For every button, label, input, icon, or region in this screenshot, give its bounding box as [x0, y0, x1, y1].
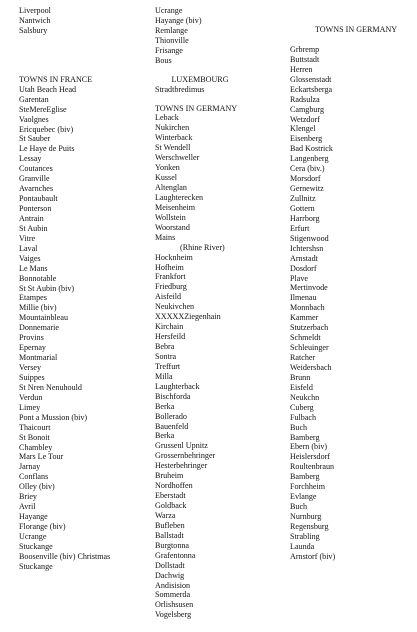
town-name: Orlishsusen — [155, 600, 194, 610]
town-name: Briey — [19, 492, 37, 502]
town-name: Suippes — [19, 372, 45, 382]
town-name: Arnstorf (biv) — [290, 551, 336, 561]
town-name: Eisenberg — [290, 134, 323, 144]
town-name: Ichtershsn — [290, 243, 324, 253]
town-name: Goldback — [155, 501, 187, 510]
town-name: Milla — [155, 371, 173, 381]
town-name: Gernewitz — [290, 184, 324, 194]
town-name: Bauenfeld — [155, 421, 189, 431]
town-name: Garentan — [19, 94, 49, 104]
town-name: St Sauber — [19, 134, 51, 144]
town-name: Salsbury — [19, 25, 48, 35]
town-name: Mertinvode — [290, 283, 328, 293]
town-name: Sontra — [155, 351, 177, 361]
town-name: Buch — [290, 422, 308, 432]
town-name: St St Aubin (biv) — [19, 283, 75, 293]
rhine-river-note: (Rhine River) — [180, 242, 225, 252]
town-name: Plave — [290, 273, 308, 283]
town-name: Glossenstadt — [290, 74, 332, 84]
town-name: Stuckange — [19, 541, 53, 551]
town-name: Bamberg — [290, 472, 320, 482]
town-name: Frisange — [155, 45, 183, 55]
town-name: Lessay — [19, 154, 42, 164]
town-name: Bad Kostrick — [290, 144, 333, 154]
town-name: Heislersdorf — [290, 452, 331, 462]
town-name: Schleuinger — [290, 343, 329, 353]
town-name: Yonken — [155, 163, 180, 173]
town-name: Dosdorf — [290, 263, 317, 273]
town-name: Bonnotable — [19, 273, 57, 283]
town-name: Ilmenau — [290, 293, 317, 303]
town-name: Laughterecken — [155, 192, 204, 202]
town-name: Boosenville (biv) Christmas — [19, 551, 111, 561]
town-name: Utah Beach Head — [19, 84, 77, 94]
town-name: Nantwich — [19, 15, 51, 25]
town-name: St Aubin — [19, 223, 48, 233]
town-name: Ballstadt — [155, 530, 184, 540]
town-name: Sommerda — [155, 590, 191, 600]
town-name: Langenberg — [290, 154, 329, 164]
england-town-list — [19, 6, 151, 36]
town-name: Regensburg — [290, 521, 329, 531]
town-name: Ratcher — [290, 353, 316, 362]
luxembourg-town-list — [155, 85, 290, 95]
town-name: Donnemarie — [19, 323, 60, 333]
town-name: Eckartsberga — [290, 84, 333, 94]
town-name: St Nren Nenuhould — [19, 382, 82, 392]
town-name: Stutzerbach — [290, 323, 329, 333]
germany-heading-col2: TOWNS IN GERMANY — [155, 103, 238, 113]
town-name: Grossernbehringer — [155, 451, 216, 461]
town-name: XXXXXZiegenhain — [155, 312, 221, 322]
town-name: Bruheim — [155, 471, 184, 481]
town-name: Bamberg — [290, 432, 320, 442]
luxembourg-heading: LUXEMBOURG — [171, 74, 229, 84]
town-name: Eberstadt — [155, 491, 186, 501]
town-name: Treffurt — [155, 361, 181, 371]
france-heading: TOWNS IN FRANCE — [19, 74, 93, 84]
town-name: Meisenheim — [155, 202, 196, 212]
town-name: Le Mans — [19, 263, 48, 273]
town-name: Mountainbleau — [19, 313, 69, 323]
town-name: Fulbach — [290, 412, 317, 422]
town-name: Pont a Mussion (biv) — [19, 412, 88, 422]
town-name: Berka — [155, 401, 175, 411]
town-name: Chambley — [19, 442, 53, 452]
town-name: Mars Le Tour — [19, 452, 64, 462]
town-name: Frankfort — [155, 272, 186, 282]
town-name: Thaicourt — [19, 422, 51, 432]
town-name: Stigenwood — [290, 233, 329, 243]
town-name: Erfurt — [290, 223, 310, 233]
town-name: Hofheim — [155, 262, 184, 272]
town-name: Coutances — [19, 164, 53, 174]
town-name: Ericquebec (biv) — [19, 124, 74, 134]
town-name: Stuckange — [19, 561, 53, 571]
town-name: Remlange — [155, 25, 188, 35]
france-town-list — [19, 85, 151, 572]
town-name: Nurnburg — [290, 512, 322, 521]
town-name: Thionville — [155, 35, 189, 45]
town-name: Florange (biv) — [19, 522, 66, 531]
town-name: Hayange (biv) — [155, 15, 202, 25]
town-name: Conflans — [19, 472, 49, 482]
town-name: Neukivchen — [155, 302, 195, 312]
town-name: Neukchn — [290, 392, 320, 402]
town-name: Kirchain — [155, 322, 184, 332]
town-name: Altenglan — [155, 183, 187, 192]
town-name: Bebra — [155, 342, 175, 351]
town-name: Warza — [155, 510, 176, 520]
town-name: Hayange — [19, 512, 48, 522]
town-name: Roultenbraun — [290, 462, 335, 472]
town-name: Stradtbredimus — [155, 84, 205, 94]
town-name: Gottern — [290, 203, 315, 213]
town-name: Vaolgnes — [19, 114, 49, 124]
town-name: Woorstand — [155, 222, 190, 232]
germany-heading-col3: TOWNS IN GERMANY — [315, 25, 398, 34]
town-name: Arnstadt — [290, 253, 318, 263]
town-name: Dollstadt — [155, 560, 185, 570]
town-name: Wetzdorf — [290, 114, 320, 124]
town-name: Ucrange — [19, 531, 47, 541]
town-name: Vaiges — [19, 253, 41, 263]
town-name: Weidersbach — [290, 362, 332, 372]
town-name: Camgburg — [290, 104, 325, 114]
town-name: Bollerado — [155, 411, 187, 421]
town-name: Hersfeild — [155, 332, 186, 342]
town-name: St Bonoit — [19, 432, 50, 442]
germany-town-list-col3 — [290, 45, 412, 562]
town-name: Brunn — [290, 372, 311, 382]
town-name: Pontaubault — [19, 194, 58, 204]
germany-town-list-after-rhine — [155, 253, 290, 621]
town-name: Vitre — [19, 233, 36, 243]
town-name: Andisision — [155, 580, 191, 590]
town-name: Bufleben — [155, 520, 185, 530]
town-name: Harrborg — [290, 213, 320, 223]
town-name: St Wendell — [155, 143, 191, 153]
town-name: Radsulza — [290, 94, 320, 104]
town-name: Aisfeild — [155, 292, 182, 302]
town-name: Verdun — [19, 392, 43, 402]
town-name: Limey — [19, 402, 41, 412]
town-name: Dachwig — [155, 570, 185, 580]
town-name: Buch — [290, 502, 308, 512]
town-name: Nordhoffen — [155, 481, 193, 491]
town-name: Klengel — [290, 124, 316, 134]
town-name: Morsdorf — [290, 174, 321, 184]
town-name: Jarnay — [19, 462, 41, 472]
town-name: Berka — [155, 431, 175, 441]
town-name: Antrain — [19, 213, 44, 223]
town-name: Liverpool — [19, 6, 51, 15]
town-name: Kussel — [155, 173, 178, 183]
column-1 — [19, 6, 151, 572]
town-name: Buttstadt — [290, 54, 320, 64]
town-name: Etampes — [19, 293, 47, 303]
town-name: Cera (biv.) — [290, 164, 325, 174]
town-name: Grbremp — [290, 44, 320, 54]
town-name: Mains — [155, 232, 176, 242]
town-name: Evlange — [290, 492, 317, 502]
town-name: Cuberg — [290, 402, 314, 412]
town-name: Wollstein — [155, 212, 186, 222]
town-name: Winterback — [155, 133, 193, 143]
town-name: Bischforda — [155, 391, 191, 401]
town-name: Grafentonna — [155, 550, 196, 560]
town-name: Herren — [290, 64, 313, 74]
column-2 — [155, 6, 290, 620]
town-name: Schmeldt — [290, 333, 321, 343]
town-name: Provins — [19, 333, 44, 343]
town-name: Forchheim — [290, 482, 326, 492]
town-name: Hesterbehringer — [155, 461, 208, 471]
town-name: Granville — [19, 174, 50, 184]
town-name: Millie (biv) — [19, 303, 57, 313]
town-name: Friedburg — [155, 282, 187, 292]
town-name: Bous — [155, 55, 172, 65]
town-name: Avarnches — [19, 184, 54, 194]
town-name: Kammer — [290, 313, 319, 323]
town-name: Olley (biv) — [19, 482, 55, 492]
town-name: Nukirchen — [155, 123, 190, 133]
germany-town-list-col2 — [155, 113, 290, 242]
town-name: Ebern (biv) — [290, 442, 328, 452]
town-name: Eisfeld — [290, 382, 313, 392]
town-name: SteMereEglise — [19, 104, 67, 114]
column-3 — [290, 6, 412, 562]
town-name: Burgtonna — [155, 540, 190, 550]
town-name: Montmarial — [19, 353, 58, 363]
town-name: Laughterback — [155, 381, 200, 391]
town-name: Epernay — [19, 343, 46, 353]
town-name: Laval — [19, 243, 38, 253]
town-name: Le Haye de Puits — [19, 144, 75, 154]
town-name: Hocknheim — [155, 252, 193, 262]
town-name: Grussenl Upnitz — [155, 441, 208, 451]
town-name: Werschweller — [155, 153, 200, 163]
town-name: Strabling — [290, 531, 320, 541]
town-name: Ponterson — [19, 204, 52, 213]
town-name: Launda — [290, 541, 315, 551]
town-name: Leback — [155, 113, 179, 123]
lorraine-town-list — [155, 6, 290, 66]
town-name: Zullnitz — [290, 194, 316, 203]
town-name: Monnbach — [290, 303, 325, 313]
town-name: Ucrange — [155, 6, 183, 15]
town-name: Versey — [19, 363, 42, 372]
town-name: Vogelsberg — [155, 610, 192, 620]
town-name: Avril — [19, 502, 36, 512]
